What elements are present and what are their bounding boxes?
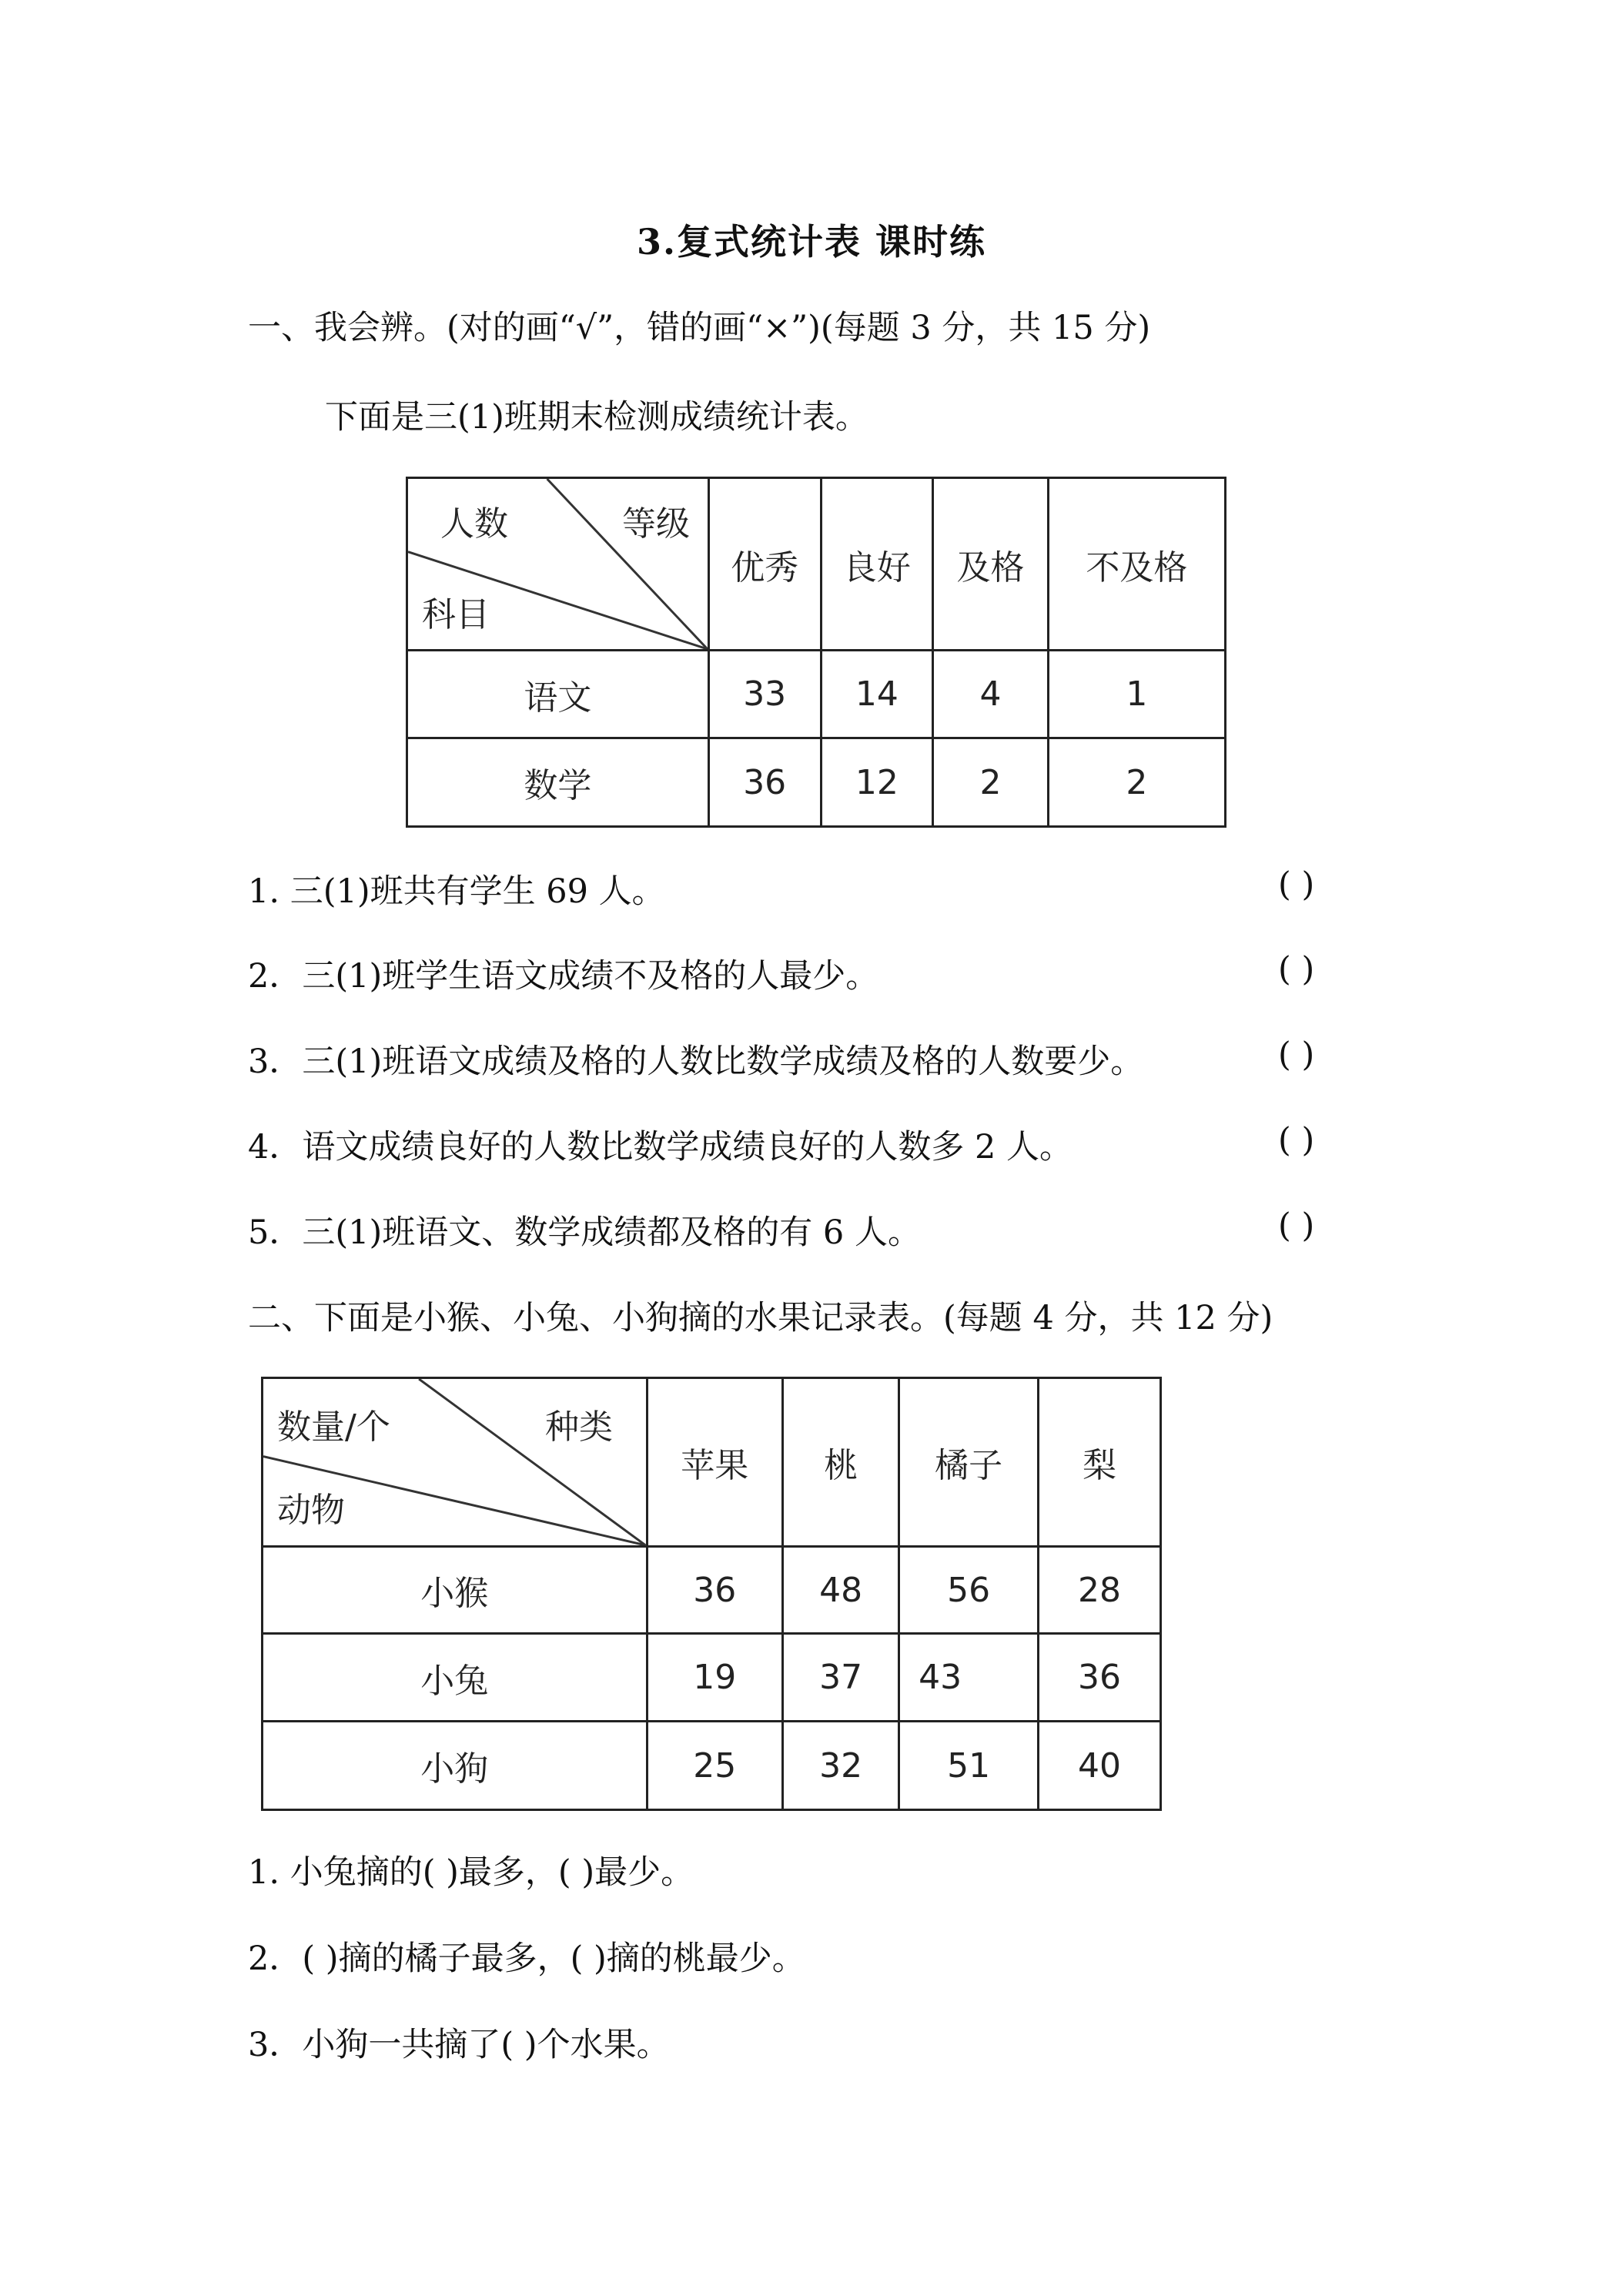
table-cell: 19 bbox=[647, 1634, 783, 1722]
table-cell: 4 bbox=[933, 651, 1048, 738]
table-cell: 36 bbox=[647, 1547, 783, 1634]
table-cell: 33 bbox=[708, 651, 821, 738]
row-label: 小猴 bbox=[263, 1547, 648, 1634]
corner-top-right: 等级 bbox=[622, 504, 690, 544]
table-cell: 37 bbox=[783, 1634, 899, 1722]
grades-table bbox=[406, 477, 1226, 828]
fill-question-1: 1. 小兔摘的( )最多，( )最少。 bbox=[248, 1853, 694, 1892]
table-cell: 43 bbox=[899, 1634, 1039, 1722]
question-1: 1. 三(1)班共有学生 69 人。 bbox=[248, 872, 665, 911]
answer-paren[interactable]: ( ) bbox=[1278, 1121, 1315, 1160]
header-cell: 梨 bbox=[1039, 1378, 1161, 1547]
table-row bbox=[407, 738, 1226, 827]
answer-paren[interactable]: ( ) bbox=[1278, 1036, 1315, 1074]
table-cell: 12 bbox=[821, 738, 933, 827]
question-2: 2．三(1)班学生语文成绩不及格的人最少。 bbox=[248, 957, 879, 996]
table-cell: 51 bbox=[899, 1722, 1039, 1810]
answer-paren[interactable]: ( ) bbox=[1278, 950, 1315, 989]
table-row bbox=[263, 1634, 1161, 1722]
table-row bbox=[263, 1547, 1161, 1634]
row-label: 小兔 bbox=[263, 1634, 648, 1722]
header-cell: 良好 bbox=[821, 478, 933, 651]
section1-heading: 一、我会辨。(对的画“√”，错的画“×”)(每题 3 分，共 15 分) bbox=[248, 309, 1151, 347]
answer-paren[interactable]: ( ) bbox=[1278, 865, 1315, 904]
row-label: 语文 bbox=[407, 651, 709, 738]
table-cell: 36 bbox=[1039, 1634, 1161, 1722]
corner-top-right: 种类 bbox=[545, 1407, 613, 1447]
question-4: 4．语文成绩良好的人数比数学成绩良好的人数多 2 人。 bbox=[248, 1128, 1073, 1166]
row-label: 数学 bbox=[407, 738, 709, 827]
fruit-table bbox=[261, 1377, 1162, 1811]
header-cell: 橘子 bbox=[899, 1378, 1039, 1547]
answer-paren[interactable]: ( ) bbox=[1278, 1207, 1315, 1245]
header-cell: 苹果 bbox=[647, 1378, 783, 1547]
table-cell: 48 bbox=[783, 1547, 899, 1634]
fill-question-2: 2．( )摘的橘子最多，( )摘的桃最少。 bbox=[248, 1940, 805, 1978]
table-cell: 36 bbox=[708, 738, 821, 827]
question-3: 3．三(1)班语文成绩及格的人数比数学成绩及格的人数要少。 bbox=[248, 1043, 1144, 1081]
table-cell: 25 bbox=[647, 1722, 783, 1810]
corner-bottom-left: 科目 bbox=[422, 595, 490, 634]
table-corner-cell bbox=[407, 478, 709, 651]
table-cell: 2 bbox=[1048, 738, 1225, 827]
table-cell: 2 bbox=[933, 738, 1048, 827]
section1-intro: 下面是三(1)班期末检测成绩统计表。 bbox=[325, 398, 868, 437]
table-cell: 1 bbox=[1048, 651, 1225, 738]
header-cell: 桃 bbox=[783, 1378, 899, 1547]
table-cell: 32 bbox=[783, 1722, 899, 1810]
header-cell: 优秀 bbox=[708, 478, 821, 651]
row-label: 小狗 bbox=[263, 1722, 648, 1810]
table-row bbox=[407, 651, 1226, 738]
header-cell: 不及格 bbox=[1048, 478, 1225, 651]
table-cell: 40 bbox=[1039, 1722, 1161, 1810]
corner-bottom-left: 动物 bbox=[277, 1491, 345, 1530]
corner-top-left: 数量/个 bbox=[277, 1407, 390, 1447]
table-corner-cell bbox=[263, 1378, 648, 1547]
table-cell: 28 bbox=[1039, 1547, 1161, 1634]
table-cell: 56 bbox=[899, 1547, 1039, 1634]
header-cell: 及格 bbox=[933, 478, 1048, 651]
question-5: 5．三(1)班语文、数学成绩都及格的有 6 人。 bbox=[248, 1213, 921, 1252]
section2-heading: 二、下面是小猴、小兔、小狗摘的水果记录表。(每题 4 分，共 12 分) bbox=[248, 1299, 1273, 1337]
fill-question-3: 3．小狗一共摘了( )个水果。 bbox=[248, 2026, 670, 2064]
table-cell: 14 bbox=[821, 651, 933, 738]
table-row bbox=[263, 1722, 1161, 1810]
corner-top-left: 人数 bbox=[440, 504, 508, 544]
page-title: 3.复式统计表 课时练 bbox=[636, 221, 987, 263]
